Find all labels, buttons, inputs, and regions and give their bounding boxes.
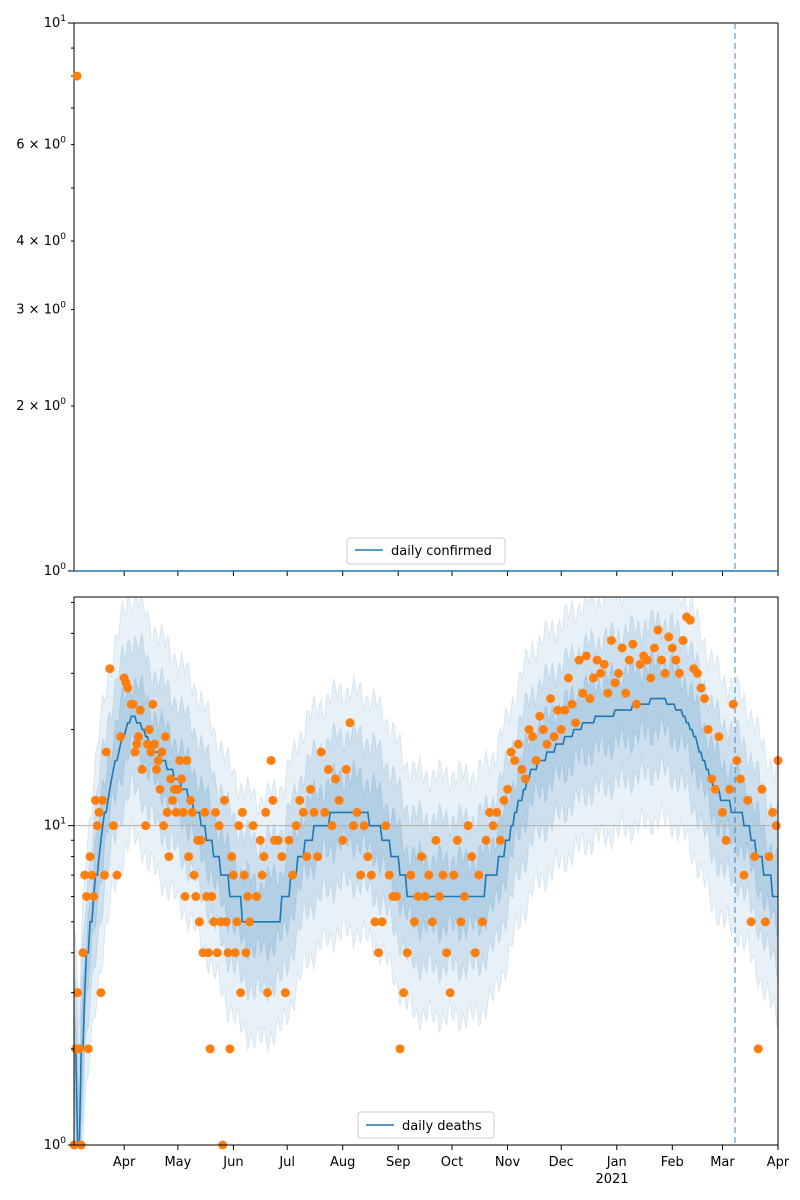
death-point: [281, 988, 290, 997]
death-point: [241, 948, 250, 957]
death-point: [360, 821, 369, 830]
death-point: [693, 669, 702, 678]
death-point: [406, 871, 415, 880]
x-tick-label: Mar: [710, 1155, 735, 1170]
death-point: [363, 852, 372, 861]
death-point: [188, 808, 197, 817]
x-tick-label: Sep: [385, 1155, 411, 1170]
bottom-x-ticks: [113, 1145, 790, 1170]
death-point: [571, 718, 580, 727]
death-point: [539, 725, 548, 734]
death-point: [739, 871, 748, 880]
y-tick-label: $10^0$: [43, 562, 66, 579]
death-point: [182, 756, 191, 765]
death-point: [284, 836, 293, 845]
x-year-label: 2021: [595, 1172, 629, 1187]
death-point: [467, 852, 476, 861]
death-point: [614, 669, 623, 678]
death-point: [258, 871, 267, 880]
x-tick-label: Jun: [223, 1155, 244, 1170]
x-tick-label: Dec: [548, 1155, 574, 1170]
death-point: [93, 821, 102, 830]
x-tick-label: May: [164, 1155, 192, 1170]
death-point: [190, 871, 199, 880]
death-point: [428, 917, 437, 926]
death-point: [696, 683, 705, 692]
death-point: [353, 808, 362, 817]
y-tick-label: $2 \times 10^0$: [16, 397, 66, 415]
death-point: [159, 821, 168, 830]
death-point: [374, 948, 383, 957]
death-point: [650, 643, 659, 652]
death-point: [403, 948, 412, 957]
death-point: [256, 836, 265, 845]
death-point: [145, 725, 154, 734]
death-point: [564, 673, 573, 682]
death-point: [184, 852, 193, 861]
death-point: [643, 656, 652, 665]
death-point: [514, 740, 523, 749]
death-point: [157, 748, 166, 757]
death-point: [200, 808, 209, 817]
death-point: [161, 732, 170, 741]
death-point: [331, 774, 340, 783]
x-tick-label: Jul: [279, 1155, 296, 1170]
death-point: [100, 871, 109, 880]
death-point: [164, 852, 173, 861]
death-point: [112, 871, 121, 880]
death-point: [215, 821, 224, 830]
death-point: [596, 669, 605, 678]
bottom-legend-label: daily deaths: [402, 1119, 482, 1134]
death-point: [646, 673, 655, 682]
x-tick-label: Aug: [330, 1155, 356, 1170]
death-point: [116, 732, 125, 741]
death-point: [191, 892, 200, 901]
death-point: [421, 892, 430, 901]
death-point: [236, 988, 245, 997]
death-point: [288, 871, 297, 880]
death-point: [510, 756, 519, 765]
death-point: [245, 917, 254, 926]
death-point: [628, 640, 637, 649]
death-point: [535, 712, 544, 721]
death-point: [478, 917, 487, 926]
death-point: [396, 1044, 405, 1053]
death-point: [668, 643, 677, 652]
death-point: [349, 821, 358, 830]
death-point: [261, 808, 270, 817]
death-point: [442, 948, 451, 957]
death-point: [754, 1044, 763, 1053]
death-point: [274, 836, 283, 845]
death-point: [233, 917, 242, 926]
death-point: [234, 821, 243, 830]
death-point: [136, 706, 145, 715]
death-point: [507, 748, 516, 757]
death-point: [747, 917, 756, 926]
top-data-point: [73, 72, 82, 81]
death-point: [134, 732, 143, 741]
death-point: [186, 796, 195, 805]
death-point: [582, 651, 591, 660]
death-point: [240, 871, 249, 880]
death-point: [292, 821, 301, 830]
death-point: [417, 852, 426, 861]
death-point: [532, 756, 541, 765]
death-point: [238, 808, 247, 817]
top-points: [73, 72, 82, 81]
death-point: [743, 796, 752, 805]
top-y-ticks: [16, 14, 74, 579]
death-point: [78, 948, 87, 957]
death-point: [152, 765, 161, 774]
death-point: [306, 785, 315, 794]
x-tick-label: Nov: [494, 1155, 521, 1170]
death-point: [381, 821, 390, 830]
death-point: [249, 821, 258, 830]
death-point: [150, 740, 159, 749]
death-point: [75, 1044, 84, 1053]
death-point: [578, 689, 587, 698]
death-point: [166, 774, 175, 783]
death-point: [102, 748, 111, 757]
death-point: [618, 643, 627, 652]
death-point: [231, 948, 240, 957]
death-point: [317, 748, 326, 757]
death-point: [268, 796, 277, 805]
death-point: [607, 636, 616, 645]
death-point: [206, 1044, 215, 1053]
death-point: [482, 836, 491, 845]
death-point: [707, 774, 716, 783]
x-tick-label: Jan: [606, 1155, 627, 1170]
death-point: [98, 796, 107, 805]
death-point: [671, 656, 680, 665]
y-tick-label: $3 \times 10^0$: [16, 300, 66, 318]
death-point: [439, 871, 448, 880]
death-point: [560, 706, 569, 715]
death-point: [528, 732, 537, 741]
death-point: [222, 917, 231, 926]
death-point: [471, 948, 480, 957]
death-point: [464, 821, 473, 830]
death-point: [213, 948, 222, 957]
death-point: [163, 808, 172, 817]
death-point: [722, 836, 731, 845]
death-point: [435, 892, 444, 901]
death-point: [410, 917, 419, 926]
death-point: [335, 796, 344, 805]
death-point: [653, 625, 662, 634]
x-tick-label: Oct: [440, 1155, 464, 1170]
y-tick-label: $10^1$: [43, 816, 66, 834]
death-point: [621, 689, 630, 698]
death-point: [302, 852, 311, 861]
death-point: [496, 836, 505, 845]
y-tick-label: $10^0$: [43, 1136, 66, 1153]
death-point: [550, 732, 559, 741]
death-point: [141, 821, 150, 830]
death-point: [267, 756, 276, 765]
death-point: [105, 664, 114, 673]
death-point: [765, 852, 774, 861]
death-point: [610, 678, 619, 687]
death-point: [243, 892, 252, 901]
death-point: [138, 765, 147, 774]
death-point: [603, 689, 612, 698]
death-point: [732, 756, 741, 765]
death-point: [197, 836, 206, 845]
death-point: [342, 765, 351, 774]
death-point: [585, 694, 594, 703]
death-point: [446, 988, 455, 997]
death-point: [225, 1044, 234, 1053]
death-point: [700, 694, 709, 703]
death-point: [489, 821, 498, 830]
death-point: [320, 808, 329, 817]
death-point: [130, 748, 139, 757]
death-point: [84, 1044, 93, 1053]
death-point: [664, 632, 673, 641]
death-point: [338, 836, 347, 845]
death-point: [661, 669, 670, 678]
death-point: [123, 683, 132, 692]
death-point: [772, 821, 781, 830]
death-point: [207, 892, 216, 901]
death-point: [177, 774, 186, 783]
death-point: [750, 852, 759, 861]
death-point: [718, 808, 727, 817]
death-point: [521, 774, 530, 783]
death-point: [96, 988, 105, 997]
death-point: [657, 656, 666, 665]
death-point: [356, 871, 365, 880]
death-point: [313, 852, 322, 861]
x-tick-label: Apr: [112, 1155, 136, 1170]
death-point: [87, 871, 96, 880]
top-panel: [16, 14, 778, 579]
death-point: [503, 785, 512, 794]
death-point: [299, 808, 308, 817]
death-point: [277, 852, 286, 861]
death-point: [456, 917, 465, 926]
death-point: [179, 808, 188, 817]
death-point: [259, 852, 268, 861]
death-point: [517, 765, 526, 774]
death-point: [252, 892, 261, 901]
death-point: [632, 700, 641, 709]
death-point: [86, 852, 95, 861]
death-point: [295, 796, 304, 805]
death-point: [220, 796, 229, 805]
death-point: [155, 785, 164, 794]
death-point: [378, 917, 387, 926]
bottom-legend: [358, 1112, 494, 1138]
death-point: [392, 892, 401, 901]
death-point: [89, 892, 98, 901]
death-point: [211, 808, 220, 817]
death-point: [600, 660, 609, 669]
death-point: [453, 836, 462, 845]
death-point: [460, 892, 469, 901]
death-point: [227, 852, 236, 861]
death-point: [310, 808, 319, 817]
top-legend-label: daily confirmed: [391, 544, 492, 559]
death-point: [768, 808, 777, 817]
death-point: [449, 871, 458, 880]
death-point: [195, 917, 204, 926]
top-plot-frame: [74, 23, 778, 571]
death-point: [757, 785, 766, 794]
death-point: [542, 740, 551, 749]
death-point: [154, 756, 163, 765]
death-point: [679, 636, 688, 645]
death-point: [229, 871, 238, 880]
bottom-panel: [44, 597, 790, 1187]
death-point: [345, 718, 354, 727]
death-point: [132, 740, 141, 749]
y-tick-label: $6 \times 10^0$: [16, 135, 66, 153]
death-point: [675, 669, 684, 678]
x-tick-label: Feb: [660, 1155, 684, 1170]
death-point: [173, 785, 182, 794]
death-point: [181, 892, 190, 901]
x-tick-label: Apr: [766, 1155, 790, 1170]
death-point: [367, 871, 376, 880]
death-point: [431, 836, 440, 845]
death-point: [424, 871, 433, 880]
death-point: [327, 821, 336, 830]
death-point: [204, 948, 213, 957]
death-point: [168, 796, 177, 805]
death-point: [557, 725, 566, 734]
death-point: [714, 732, 723, 741]
death-point: [567, 700, 576, 709]
death-point: [109, 821, 118, 830]
death-point: [499, 796, 508, 805]
death-point: [492, 808, 501, 817]
death-point: [729, 700, 738, 709]
death-point: [147, 748, 156, 757]
death-point: [324, 765, 333, 774]
bottom-y-ticks: [44, 602, 74, 1153]
death-point: [736, 774, 745, 783]
y-tick-label: $4 \times 10^0$: [16, 232, 66, 250]
top-legend: [347, 538, 505, 564]
death-point: [129, 700, 138, 709]
death-point: [761, 917, 770, 926]
death-point: [704, 725, 713, 734]
death-point: [148, 700, 157, 709]
death-point: [711, 785, 720, 794]
death-point: [686, 616, 695, 625]
death-point: [95, 808, 104, 817]
death-point: [625, 656, 634, 665]
death-point: [263, 988, 272, 997]
y-tick-label: $10^1$: [43, 14, 66, 31]
death-point: [385, 871, 394, 880]
death-point: [474, 871, 483, 880]
death-point: [399, 988, 408, 997]
death-point: [725, 785, 734, 794]
death-point: [546, 694, 555, 703]
